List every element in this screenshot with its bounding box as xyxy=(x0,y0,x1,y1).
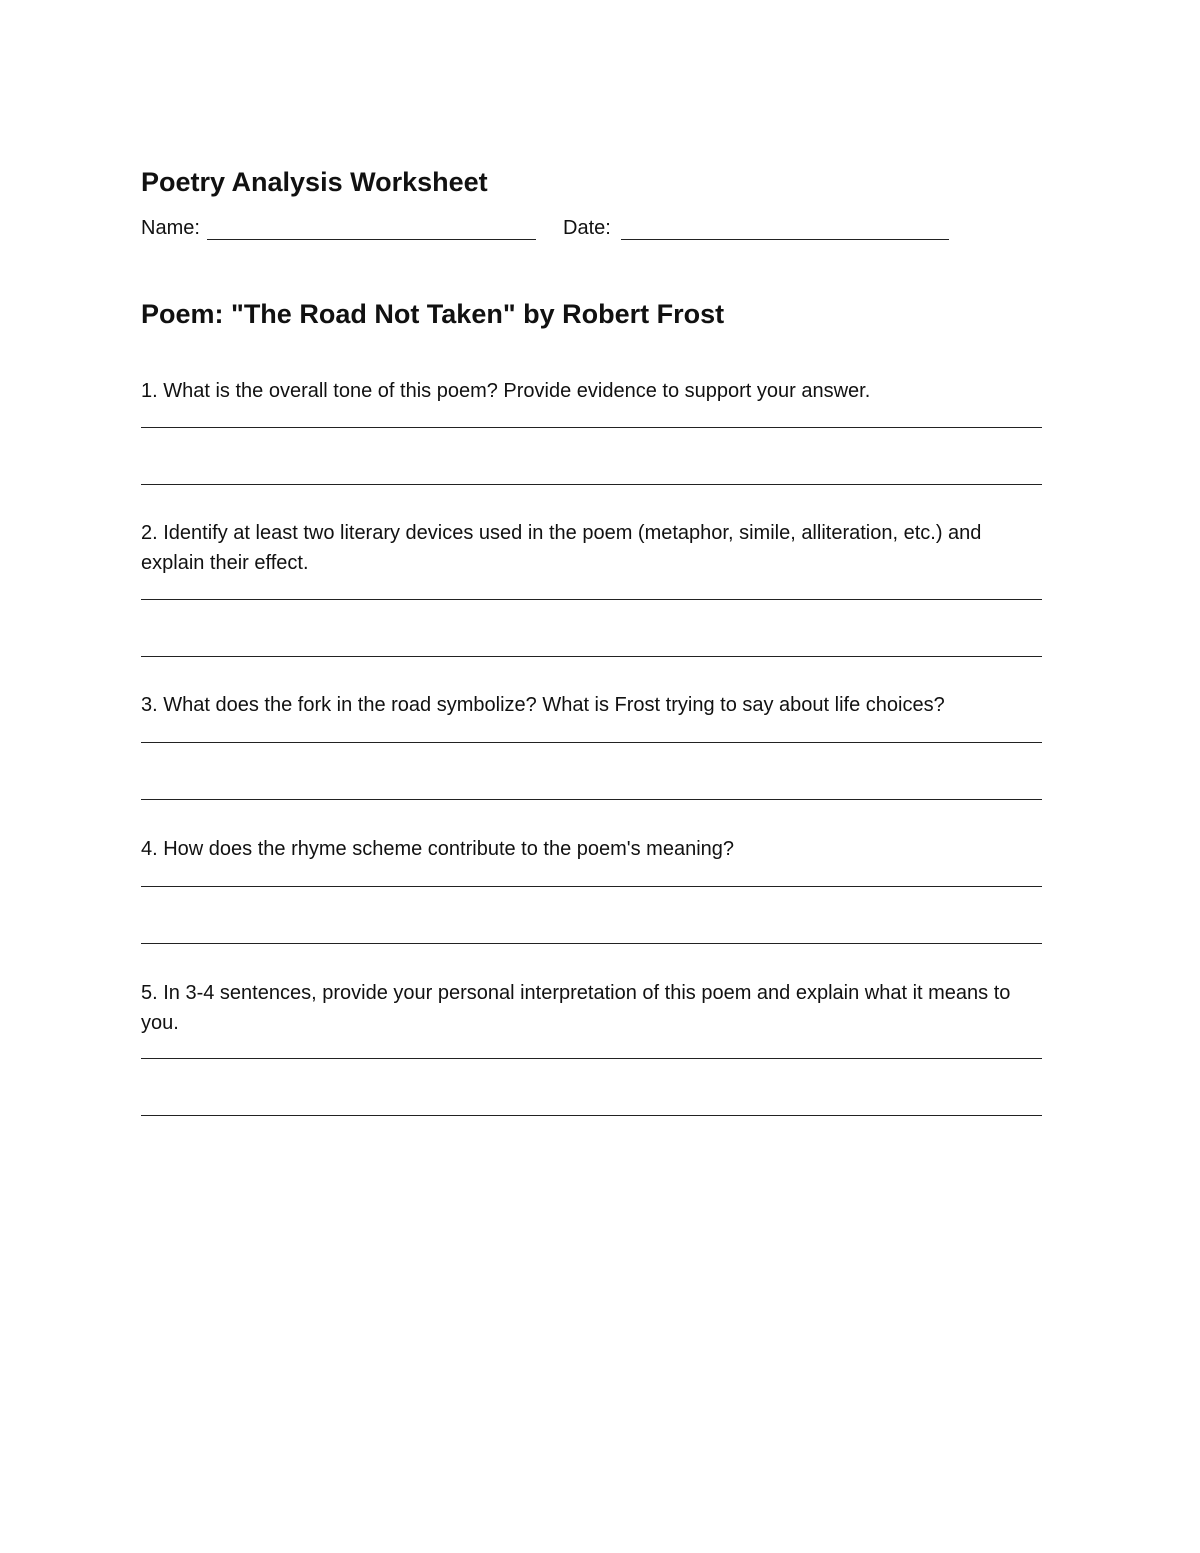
question-1: 1. What is the overall tone of this poem? Provide evidence to support your answer. xyxy=(141,380,871,402)
answer-line-3b[interactable] xyxy=(141,799,1042,800)
date-label: Date: xyxy=(563,217,611,239)
answer-line-1a[interactable] xyxy=(141,427,1042,428)
answer-line-3a[interactable] xyxy=(141,742,1042,743)
answer-line-2b[interactable] xyxy=(141,656,1042,657)
answer-line-4b[interactable] xyxy=(141,943,1042,944)
answer-line-4a[interactable] xyxy=(141,886,1042,887)
name-field-line[interactable] xyxy=(207,239,536,240)
name-label: Name: xyxy=(141,217,200,239)
answer-line-1b[interactable] xyxy=(141,484,1042,485)
answer-line-5b[interactable] xyxy=(141,1115,1042,1116)
page-title: Poetry Analysis Worksheet xyxy=(141,167,488,197)
question-3: 3. What does the fork in the road symbolize? What is Frost trying to say about life choices? xyxy=(141,694,945,716)
question-5: 5. In 3-4 sentences, provide your personal interpretation of this poem and explain what it means to you. xyxy=(141,982,1011,1034)
answer-line-2a[interactable] xyxy=(141,599,1042,600)
question-4: 4. How does the rhyme scheme contribute to the poem's meaning? xyxy=(141,838,735,860)
answer-line-5a[interactable] xyxy=(141,1058,1042,1059)
question-2: 2. Identify at least two literary devices used in the poem (metaphor, simile, alliteration, etc.) and explain their effect. xyxy=(141,522,982,574)
date-field-line[interactable] xyxy=(621,239,949,240)
poem-heading: Poem: "The Road Not Taken" by Robert Frost xyxy=(141,299,725,329)
